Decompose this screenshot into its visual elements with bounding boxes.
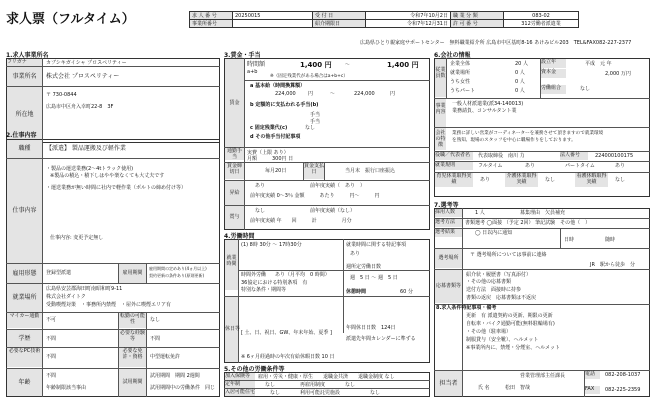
pay-day: 当月末 振行口座振込 [345,168,396,174]
bonus-amount: 前年度実績 年 回 計 月分 [250,218,352,224]
hourly-label: 時間額 [247,61,266,68]
employment-type: 登録型派遣 [46,270,72,276]
retirement-label: 定年制 [225,381,255,388]
business-label: 事業内容 [435,99,446,127]
hours: (1) 8時 30分 〜 17時30分 [241,242,302,248]
emp-part-label: うちパート [450,88,476,94]
bonus: なし [255,208,266,214]
page-title: 求人票（フルタイム） [6,12,135,27]
days-label: 週所定労働日数 [346,264,382,270]
work-place-company: 株式会社ダイトク [46,294,86,300]
ot-label: 時間外労働 [241,272,267,278]
allowance-row-1: 手当 [310,112,321,118]
place-note: JR 駅から徒歩 分 [590,262,635,268]
emp-place-label: 就業場所 [450,70,471,76]
work-place-address: 広島県安芸郡海田町南昭和町9-11 [46,286,123,292]
feature-2: を熟知、現場のスタッフを中心に職場作りをしております。 [452,138,576,143]
wage-label: 賃金 [225,59,244,147]
section-2-title: 2.仕事内容 [6,132,37,139]
smoking-note: 受動喫煙対策 ・事務所内禁煙 ・屋外に喫煙エリア有 [46,302,172,308]
fax-label: FAX [585,386,600,394]
capital-label: 資本金 [541,69,566,78]
contact-name-label: 氏 名 [478,385,490,391]
occupation-label: 職種 [7,140,42,158]
rules-full-label: フルタイム [478,163,503,169]
hourly-to: 1,400 円 [387,61,419,69]
office-number [233,20,313,28]
docs-send: 送付方法 面接時に持参 [466,287,522,293]
rules-part-label: パートタイム [565,163,595,169]
base-label: a 基本給（時間換算額） [250,83,306,89]
section-5-title: 5.その他の労働条件等 [224,366,285,373]
insurance-label: 加入保険等 [225,373,255,380]
company-name-label: 事業所名 [7,67,42,86]
note-5: ※事業所内に、禁煙・分煙室、ヘルメット [466,345,561,351]
fixed-ot-label: c 固定残業代(c) [250,125,288,131]
union: なし [580,86,591,92]
license-req-value: 中型運転免許 [150,354,181,360]
period: 雇用期間の定めあり(4ヵ月以上) [149,266,207,271]
note-1: 更新 有 派遣契約の更新、期限の更新 [466,313,553,319]
section-4-box [224,239,430,363]
center-info [360,40,631,46]
bonus-prev: 前年度実績（なし） [310,208,356,214]
tel-label: 電話 [585,371,600,379]
section-1-title: 1.求人事業所名 [6,52,49,59]
employment-label: 雇用形態 [7,264,42,283]
office-number-label: 事業所番号 [190,20,233,28]
childcare-leave-label: 育児休業取得実績 [436,173,472,185]
company-name: 株式会社 プロスペリティー [46,73,120,80]
trial-label: 試用期間 [119,369,146,396]
date-label: 日時 [564,237,575,243]
fixed-ot: なし [305,125,316,131]
feature: 業務に詳しい営業がコーディネーターを兼務させて頂きますので就業環境 [452,131,604,136]
education-label: 学歴 [7,330,42,347]
job-desc-4: 仕事内容: 変更予定無し [50,235,104,241]
work-place-label: 就業場所 [7,284,42,312]
base-to: 224,000 [354,91,375,97]
ot: あり（月平均 0 時間） [275,272,330,278]
referral-label: 紹介期限日 [313,20,366,28]
housing-label: 入居可能住宅 [225,389,256,395]
job-desc-1: ・製品の運送業務(2〜4tトラック使用) [46,166,134,172]
job-desc-2: ※製品の積込・積下しはやや楽なくても大丈夫です [50,173,165,179]
license-number: 312労働者派遣業 [504,20,579,28]
pay-label: 賃金支払日 [304,163,324,179]
center-address: 広島市中区基町8-16 あけみビル203 TEL&FAX082-227-2377 [486,40,632,46]
nursing-leave: なし [615,177,626,183]
close-label: 賃金締切日 [225,163,244,179]
emp-female: 0 人 [515,79,525,85]
close-day: 毎月20日 [265,168,287,174]
holiday-note: ※ 6ヶ月経過時の年次有給休暇日数 10 日 [241,354,335,360]
hourly-from: 1,400 円 [300,61,332,69]
result-label: 選考結果 [435,229,462,237]
section-7-title: 7.選考等 [434,202,459,209]
raise-amount: 前年度実績 0〜3％ 金額 あたり 円〜 円 [250,193,380,199]
center-name: 広島県ひとり親家庭サポートセンター 無料職業紹介所 [360,40,485,46]
period-label: 雇用期間 [119,264,146,283]
tel: 082-208-1037 [605,372,641,378]
insurance: 雇用・労災・健康・厚生 退職金共済 退職金制度 なし [258,374,395,380]
founded: 平成 元 年 [585,61,612,67]
ot-special: 36協定における特別条項 有 [241,280,308,286]
note-4: 制服貸与（安全靴）、ヘルメット [466,337,539,343]
job-desc-label: 仕事内容 [7,159,42,263]
mycar-value: 不可 [46,317,57,323]
nursing-leave-label: 看護休暇取得実績 [576,173,607,185]
ab-note: ※（固定残業代がある場合はa+b+c） [270,74,348,79]
fax: 082-225-2359 [605,387,641,393]
emp-female-label: うち女性 [450,79,471,85]
rules-full: あり [525,163,536,169]
job-number-label: 求 人 番 号 [190,12,233,20]
union-label: 労働組合 [541,85,566,94]
holiday-note-2: 派遣先年間カレンダーに準ずる [346,336,416,342]
emp-total: 20 人 [515,61,528,67]
license-label: 許 可 番 号 [451,20,504,28]
rep-label: 役職／代表者名 [435,152,473,160]
section-4-title: 4.労働時間 [224,233,255,240]
employees-label: 従業員数 [435,59,446,97]
reemploy: なし [345,382,356,388]
method-label: 選考方法 [435,219,462,227]
care-leave-label: 介護休業取得実績 [506,173,537,185]
hours-note: 就業時間に関する特記事項 [346,242,407,248]
contact-label: 担当者 [435,371,462,396]
hire-count-label: 採用人数 [435,209,462,217]
education-value: 不問 [46,336,57,342]
days: 週 5 日 〜 週 5 日 [350,275,398,281]
business-2: 業務請負、コンサルタント業 [452,108,517,114]
occupation: 【派遣】 製品運搬及び軽作業 [46,145,126,152]
base-from: 224,000 [275,91,296,97]
period-note: 契約更新の条件あり(原則更新) [149,273,205,278]
ab-label: a+b [247,69,258,75]
pc-label: 必要なPC技術 [7,348,42,367]
pc-value: 不問 [46,354,57,360]
experience-value: 不問 [150,336,161,342]
received-label: 受 付 日 [313,12,366,20]
contact-dept: 営業管理部主任課長 [520,373,566,379]
hours-label: 就業時間 [225,240,238,290]
section-3-title: 3.賃金・手当 [224,52,261,59]
note-3: ・その他（駐車場） [466,329,512,335]
emp-part: 0 人 [515,88,525,94]
trial-note: 試用期間中の労働条件 同じ [150,385,216,391]
allowance-label: b 定額的に支払われる手当(b) [250,102,319,108]
age-label: 年齢 [7,369,42,396]
rules-label: 就業規則 [435,162,473,170]
note-2: 自転車・バイク通勤可能(無料駐輪場有) [466,321,555,327]
raise-prev: 前年度実績（ あり ） [310,183,366,189]
facility: なし [370,390,381,396]
job-number: 20250015 [233,12,313,20]
section-6-title: 6.会社の情報 [434,52,471,59]
transfer-label: 転勤の可能性 [119,313,146,328]
break: 60 分 [400,289,413,295]
zip-code: 〒 730-0844 [46,92,77,98]
address-label: 所在地 [7,87,42,142]
docs-return: 書類の返戻 応募書類は不返戻 [466,295,537,301]
company-address: 広島市中区舟入幸町22-8 3F [46,104,114,110]
raise-label: 昇給 [225,181,244,205]
holiday-label: 休日等 [225,297,238,362]
rules-part: あり [615,163,626,169]
allowance-row-2: 手当 [310,119,321,125]
category-label: 職 業 分 類 [451,12,504,20]
docs-2: ・その他の応募書類 [466,279,512,285]
mycar-label: マイカー通勤 [7,313,42,328]
hours-note-value: あり [350,251,361,257]
emp-total-label: 企業全体 [450,61,471,67]
received-date: 令和7年10月2日 [366,12,451,20]
place-label: 選考場所 [435,249,462,268]
founded-label: 設立年 [541,59,566,68]
other-allowance-label: d その他手当付記事項 [250,134,301,140]
ot-special-2: 特別な条件・期間等 [241,287,287,293]
commute-limit: 月額 300円 日 [247,156,294,162]
feature-label: 会社の特徴 [435,130,446,148]
hire-reason: 募集理由 欠員補充 [520,210,566,216]
license-req-label: 必要な免許・資格 [119,348,146,367]
section-8-title: 8.求人条件特記事項・備考 [436,305,497,311]
kana-label: フリガナ [7,59,42,66]
result: ◯ 日以内に通知 [475,230,513,236]
transfer-value: なし [150,317,161,323]
referral-date: 令和7年12月31日 [366,20,451,28]
raise: あり [255,183,266,189]
job-offer-sheet: 求人票（フルタイム） 求 人 番 号 20250015 受 付 日 令和7年10月2日 職 業 分 類 083-02 事業所番号 紹介期限日 令和7年12月31日 許 可 番 号 312労働者派遣業 広島県ひとり親家庭サポートセンター 無料職業紹介所 広島市中区基町8-16 あけみビル203 TEL&FAX082-227-2377 1.求人事業所名 フリガナ カブシキガイシャ プロスペリティー 事業所名 株式会社 プロスペリティー 所在地 〒 730-0844 広島市中区舟入幸町22-8 3F 2.仕事内容 職種 【派遣】 製品運搬及び軽作業 仕事内容 ・製品の運送業務(2〜4tトラック使用) ※製品の積込・積下しはやや楽なくても大丈夫です ・運送業務が無い時間に社内で軽作業（ボルトの締め付け等） 仕事内容: 変更予定無し 雇用形態 登録型派遣 雇用期間 雇用期間の定めあり(4ヵ月以上) 契約更新の条件あり(原則更新) 就業場所 広島県安芸郡海田町南昭和町9-11 株式会社ダイトク 受動喫煙対策 ・事務所内禁煙 ・屋外に喫煙エリア有 マイカー通勤 不可 転勤の可能性 なし 学歴 不問 必要な経験等 不問 必要なPC技術 不問 必要な免許・資格 中型運転免許 年齢 不問 年齢制限該当事由 試用期間 試用期間 期間 2週間 試用期間中の労働条件 同じ 3.賃金・手当 賃金 時間額 1,400 円 〜 1,400 円 a+b ※（固定残業代がある場合はa+b+c） a 基本給（時間換算額） 224,000 円 〜 224,000 円 b 定額的に支払われる手当(b) 手当 手当 c 固定残業代(c) なし d その他手当付記事項 通勤手当 実費（上限 あり） 月額 300円 日 賃金締切日 毎月20日 賃金支払日 当月末 振行口座振込 昇給 あり 前年度実績（ あり ） 前年度実績 0〜3％ 金額 あたり 円〜 円 賞与 なし 前年度実績（なし） 前年度実績 年 回 計 月分 4.労働時間 就業時間 (1) 8時 30分 〜 17時30分 就業時間に関する特記事項 あり 時間外労働 あり（月平均 0 時間） 36協定における特別条項 有 特別な条件・期間等 週所定労働日数 週 5 日 〜 週 5 日 休憩時間 60 分 休日等 [ 土、日、祝日、GW、年末年始、夏季 ] 年間休日日数 124日 派遣先年間カレンダーに準ずる ※ 6ヶ月経過時の年次有給休暇日数 10 日 5.その他の労働条件等 加入保険等 雇用・労災・健康・厚生 退職金共済 退職金制度 なし 定年制 なし 再雇用制度 なし 入居可能住宅 なし 利用可能託児施設 なし 6.会社の情報 従業員数 企業全体 20 人 就業場所 0 人 うち女性 0 人 うちパート 0 人 設立年 平成 元 年 資本金 2,000 万円 労働組合 なし 事業内容 一般人材派遣業(派34-140013) 業務請負、コンサルタント業 会社の特徴 業務に詳しい営業がコーディネーターを兼務させて頂きますので就業環境 を熟知、現場のスタッフを中心に職場作りをしております。 役職／代表者名 代表取締役 南川 力 法人番号 224000100175 就業規則 フルタイム あり パートタイム あり 育児休業取得実績 あり 介護休業取得実績 なし 看護休暇取得実績 なし 7.選考等 採用人数 1 人 募集理由 欠員補充 選考方法 書類選考 ◯面接 （予定 2回） 筆記試験 その他（ ） 選考結果 ◯ 日以内に通知 日時 随時 選考場所 〒 選考場所については事前に連絡 JR 駅から徒歩 分 応募書類等 紹介状・履歴書（写真添付） ・その他の応募書類 送付方法 面接時に持参 書類の返戻 応募書類は不返戻 8.求人条件特記事項・備考 更新 有 派遣契約の更新、期限の更新 自転車・バイク通勤可能(無料駐輪場有) ・その他（駐車場） 制服貸与（安全靴）、ヘルメット ※事業所内に、禁煙・分煙室、ヘルメット 担当者 営業管理部主任課長 氏 名 松田 智哉 電話 082-208-1037 FAX 082-225-2359 [0,0,655,400]
contact-name: 松田 智哉 [505,385,531,391]
header-table [189,11,579,28]
date: 随時 [605,237,616,243]
bonus-label: 賞与 [225,206,244,229]
docs-label: 応募書類等 [435,270,462,303]
trial-value: 試用期間 期間 2週間 [150,373,200,379]
holiday: [ 土、日、祝日、GW、年末年始、夏季 ] [241,330,332,336]
capital: 2,000 万円 [605,71,631,77]
section-7-box [434,208,650,397]
break-label: 休憩時間 [346,289,367,295]
experience-label: 必要な経験等 [119,330,146,347]
business: 一般人材派遣業(派34-140013) [452,101,524,107]
annual-holidays: 年間休日日数 124日 [346,325,396,331]
reemploy-label: 再雇用制度 [300,382,326,388]
facility-label: 利用可能託児施設 [300,390,341,396]
commute-label: 通勤手当 [226,148,242,160]
job-desc-3: ・運送業務が無い時間に社内で軽作業（ボルトの締め付け等） [46,185,187,191]
corp-number-label: 法人番号 [560,152,588,160]
category-code: 083-02 [504,12,579,20]
commute: 実費（上限 あり） [247,150,289,156]
place: 〒 選考場所については事前に連絡 [470,252,547,258]
housing: なし [270,390,281,396]
hire-count: 1 人 [475,210,485,216]
method: 書類選考 ◯面接 （予定 2回） 筆記試験 その他（ ） [465,220,591,226]
docs: 紹介状・履歴書（写真添付） [466,272,532,278]
care-leave: なし [545,177,556,183]
childcare-leave: あり [480,177,491,183]
corp-number: 224000100175 [595,153,634,159]
retirement: なし [265,382,276,388]
company-kana: カブシキガイシャ プロスペリティー [46,60,127,66]
emp-place: 0 人 [515,70,525,76]
representative: 代表取締役 南川 力 [478,153,525,159]
age-note: 年齢制限該当事由 [46,385,87,391]
age-value: 不問 [46,373,57,379]
